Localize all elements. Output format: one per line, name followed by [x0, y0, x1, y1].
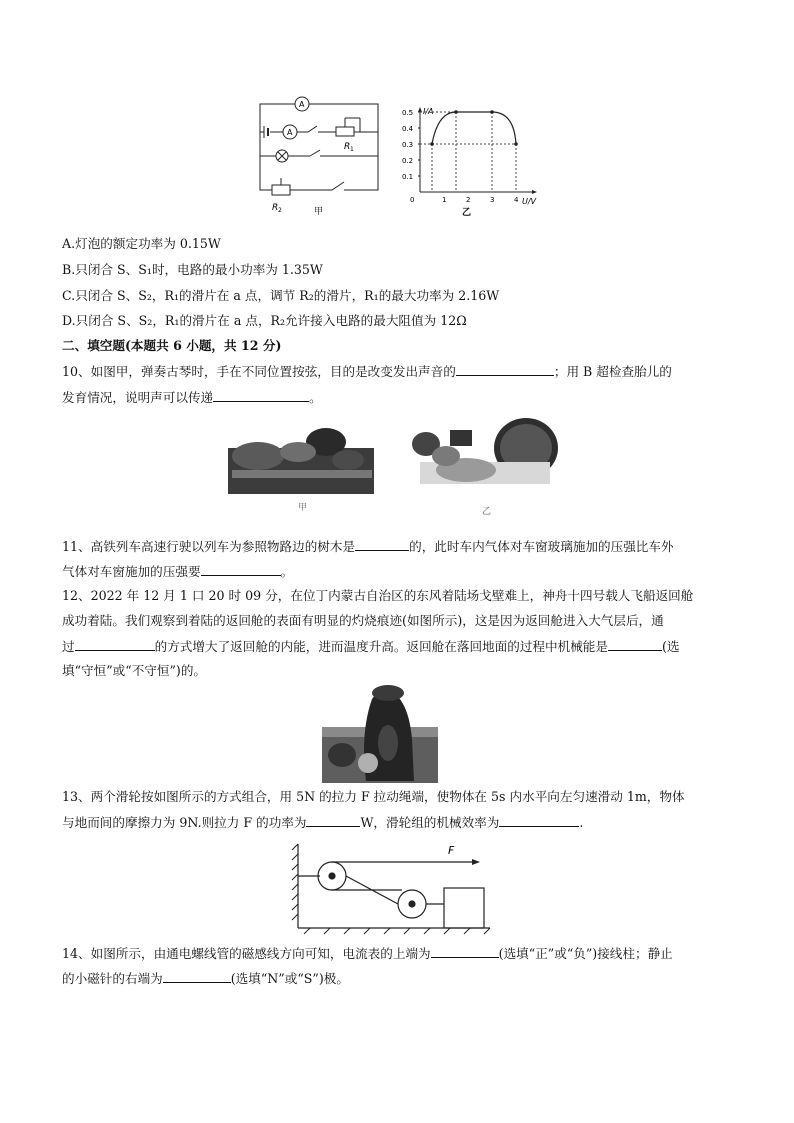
- q13-text-2b: W，滑轮组的机械效率为: [360, 815, 500, 830]
- q10-blank-2[interactable]: [213, 389, 309, 402]
- q12-blank-2[interactable]: [608, 638, 662, 651]
- q11-line-2: [62, 563, 293, 580]
- q12-line-2: 成功着陆。我们观察到着陆的返回舱的表面有明显的灼烧痕迹(如图所示)，这是因为返回舱进入大气层后，通: [62, 613, 664, 628]
- q11-blank-1[interactable]: [355, 538, 409, 551]
- guqin-photo: [228, 426, 376, 496]
- q12-text-3c: (选: [661, 639, 680, 654]
- graph-data-point: [514, 142, 518, 146]
- q14-line-1: [62, 945, 673, 962]
- option-a: A.灯泡的额定功率为 0.15W: [62, 236, 221, 251]
- q13-blank-1[interactable]: [306, 814, 360, 827]
- ammeter-top-label: A: [299, 100, 305, 109]
- q12-line-3: [62, 638, 679, 655]
- graph-x-tick: 0: [410, 196, 415, 204]
- force-f-label: F: [448, 844, 455, 857]
- q11-text-1b: 的，此时车内气体对车窗玻璃施加的压强比车外: [409, 539, 674, 554]
- graph-y-tick: 0.2: [402, 157, 414, 165]
- q11-text-2a: 气体对车窗施加的压强要: [62, 564, 201, 579]
- graph-x-tick: 2: [466, 196, 471, 204]
- q10-text-2a: 发育情况，说明声可以传递: [62, 390, 214, 405]
- q11-line-1: [62, 538, 674, 555]
- q14-line-2: [62, 970, 349, 987]
- option-c: C.只闭合 S、S₂，R₁的滑片在 a 点，调节 R₂的滑片，R₁的最大功率为 2.16W: [62, 288, 500, 303]
- q12-blank-1[interactable]: [75, 638, 155, 651]
- q12-text-3b: 的方式增大了返回舱的内能，进而温度升高。返回舱在落回地面的过程中机械能是: [154, 639, 608, 654]
- circuit-caption: 甲: [314, 207, 324, 217]
- graph-data-point: [454, 110, 458, 114]
- r1-label: R: [344, 142, 351, 152]
- graph-y-axis-label: I/A: [423, 107, 434, 116]
- ultrasound-photo: [406, 416, 558, 500]
- q14-text-2b: (选填“N”或“S”)极。: [230, 971, 349, 986]
- graph-y-tick: 0.5: [402, 109, 414, 117]
- circuit-diagram: [250, 96, 390, 220]
- q13-text-2a: 与地而间的摩擦力为 9N.则拉力 F 的功率为: [62, 815, 307, 830]
- q12-line-4: 填“守恒”或“不守恒”)的。: [62, 663, 207, 678]
- section-title: 二、填空题(本题共 6 小题，共 12 分): [62, 338, 282, 353]
- graph-data-point: [490, 110, 494, 114]
- option-b: B.只闭合 S、S₁时，电路的最小功率为 1.35W: [62, 262, 323, 277]
- pulley-diagram: [290, 840, 496, 936]
- option-d: D.只闭合 S、S₂，R₁的滑片在 a 点，R₂允许接入电路的最大阻值为 12Ω: [62, 313, 467, 328]
- q10-text-1a: 10、如图甲，弹奏古琴时，手在不同位置按弦，目的是改变发出声音的: [62, 364, 456, 379]
- graph-x-axis-label: U/V: [522, 197, 537, 206]
- q13-line-2: [62, 814, 583, 831]
- graph-caption: 乙: [462, 208, 472, 218]
- q14-blank-1[interactable]: [431, 945, 499, 958]
- r2-label: R: [272, 203, 279, 213]
- q10-caption-left: 甲: [298, 503, 308, 513]
- q13-blank-2[interactable]: [499, 814, 579, 827]
- q14-text-1b: (选填“正”或“负”)接线柱；静止: [498, 946, 673, 961]
- q10-line-2: [62, 389, 322, 406]
- q10-line-1: [62, 363, 672, 380]
- q13-text-2c: .: [579, 815, 584, 830]
- q11-text-2b: 。: [280, 564, 294, 579]
- q12-line-1: 12、2022 年 12 月 1 口 20 时 09 分，在位丁内蒙古自治区的东风着陆场戈壁难上，神舟十四号载人飞船返回舱: [62, 588, 694, 603]
- q10-caption-right: 乙: [482, 507, 492, 517]
- graph-x-tick: 4: [514, 196, 519, 204]
- q10-blank-1[interactable]: [456, 363, 554, 376]
- graph-data-point: [430, 142, 434, 146]
- q11-text-1a: 11、高铁列车高速行驶以列车为参照物路边的树木是: [62, 539, 356, 554]
- graph-x-tick: 1: [442, 196, 447, 204]
- q14-blank-2[interactable]: [163, 970, 231, 983]
- r2-sub-label: 2: [278, 207, 282, 214]
- graph-y-tick: 0.4: [402, 125, 414, 133]
- graph-series-line: [432, 112, 516, 144]
- graph-y-tick: 0.3: [402, 141, 414, 149]
- reentry-capsule-photo: [322, 683, 438, 783]
- q10-text-2b: 。: [309, 390, 322, 405]
- q10-text-1b: ；用 B 超检查胎儿的: [553, 364, 672, 379]
- ammeter-mid-label: A: [287, 128, 293, 137]
- graph-y-tick: 0.1: [402, 173, 414, 181]
- graph-x-tick: 3: [490, 196, 495, 204]
- q13-line-1: 13、两个滑轮按如图所示的方式组合，用 5N 的拉力 F 拉动绳端，使物体在 5s 内水平向左匀速滑动 1m，物体: [62, 789, 685, 804]
- q14-text-1a: 14、如图所示，由通电螺线管的磁感线方向可知，电流表的上端为: [62, 946, 431, 961]
- current-voltage-graph: [394, 104, 542, 220]
- r1-sub-label: 1: [350, 146, 354, 153]
- q11-blank-2[interactable]: [201, 563, 281, 576]
- q12-text-3a: 过: [62, 639, 75, 654]
- q14-text-2a: 的小磁针的右端为: [62, 971, 163, 986]
